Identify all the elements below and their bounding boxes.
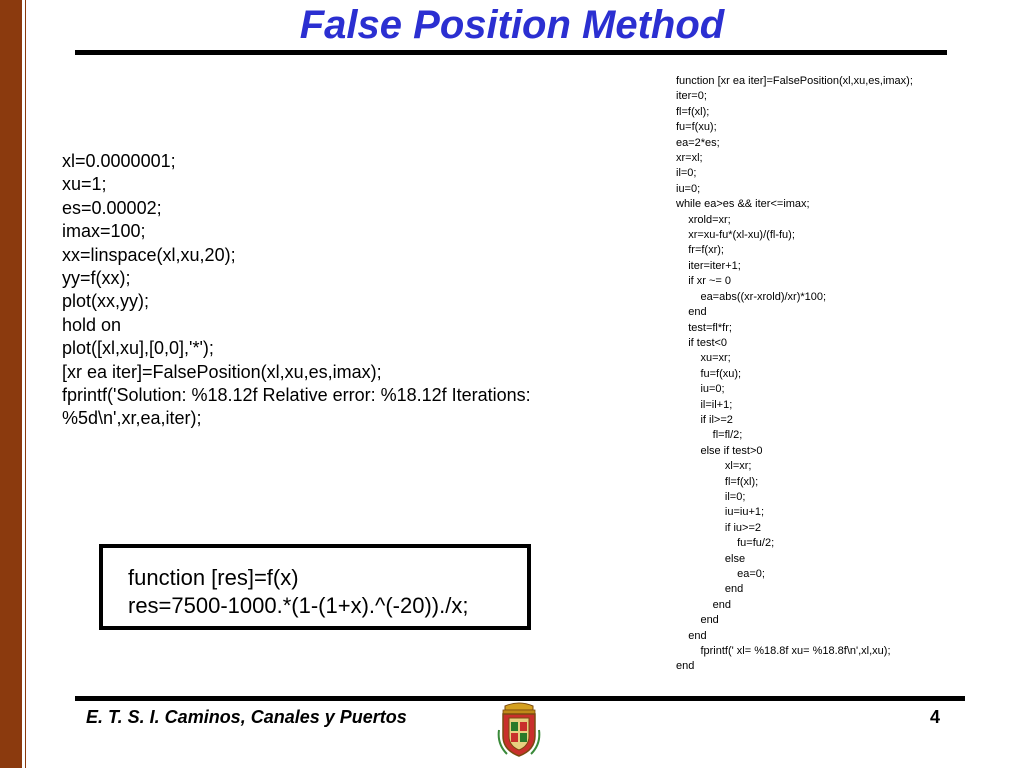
- title-divider: [75, 50, 947, 55]
- code-line: end: [676, 660, 695, 673]
- code-line: il=0;: [676, 490, 746, 503]
- code-line: function [xr ea iter]=FalsePosition(xl,xu,es,imax);: [676, 75, 913, 87]
- university-crest-icon: [495, 700, 543, 762]
- code-line: plot([xl,xu],[0,0],'*');: [62, 338, 214, 359]
- code-line: il=0;: [676, 167, 697, 180]
- code-line: xx=linspace(xl,xu,20);: [62, 244, 236, 265]
- code-line: ea=abs((xr-xrold)/xr)*100;: [676, 290, 827, 303]
- footer-institution: E. T. S. I. Caminos, Canales y Puertos: [86, 707, 407, 727]
- false-position-code-block: [676, 74, 1016, 675]
- code-line: [xr ea iter]=FalsePosition(xl,xu,es,imax);: [62, 361, 382, 382]
- code-line: fl=f(xl);: [676, 475, 759, 488]
- code-line: %5d\n',xr,ea,iter);: [62, 408, 202, 429]
- code-line: if test<0: [676, 336, 728, 349]
- code-line: iter=0;: [676, 90, 707, 103]
- code-line: while ea>es && iter<=imax;: [676, 198, 810, 211]
- code-line: fu=fu/2;: [676, 537, 775, 550]
- code-line: function [res]=f(x): [128, 565, 299, 590]
- code-line: imax=100;: [62, 221, 146, 242]
- code-line: res=7500-1000.*(1-(1+x).^(-20))./x;: [128, 593, 469, 618]
- code-line: fprintf('Solution: %18.12f Relative error: %18.12f Iterations:: [62, 385, 531, 406]
- code-line: ea=2*es;: [676, 136, 720, 149]
- code-line: xl=0.0000001;: [62, 151, 176, 171]
- function-box: [99, 544, 531, 630]
- code-line: plot(xx,yy);: [62, 291, 150, 312]
- code-line: xr=xl;: [676, 152, 703, 165]
- script-code-block: [62, 150, 622, 431]
- page-number: 4: [930, 707, 941, 727]
- code-line: xu=xr;: [676, 352, 731, 365]
- code-line: fu=f(xu);: [676, 121, 717, 134]
- code-line: xu=1;: [62, 174, 107, 195]
- code-line: es=0.00002;: [62, 197, 162, 218]
- code-line: xrold=xr;: [676, 213, 731, 226]
- code-line: fl=fl/2;: [676, 429, 743, 442]
- code-line: fu=f(xu);: [676, 367, 742, 380]
- code-line: if il>=2: [676, 413, 733, 426]
- code-line: if xr ~= 0: [676, 275, 732, 288]
- code-line: end: [676, 583, 744, 596]
- code-line: ea=0;: [676, 568, 765, 580]
- code-line: if iu>=2: [676, 521, 761, 534]
- code-line: fl=f(xl);: [676, 105, 710, 118]
- code-line: end: [676, 614, 719, 627]
- code-line: fr=f(xr);: [676, 244, 724, 257]
- code-line: iter=iter+1;: [676, 259, 741, 272]
- code-line: test=fl*fr;: [676, 321, 732, 334]
- code-line: else if test>0: [676, 444, 763, 457]
- code-line: iu=0;: [676, 383, 725, 396]
- code-line: else: [676, 552, 746, 565]
- code-line: hold on: [62, 314, 122, 335]
- code-line: end: [676, 306, 707, 319]
- code-line: xl=xr;: [676, 460, 752, 473]
- code-line: iu=iu+1;: [676, 506, 765, 519]
- code-line: end: [676, 598, 732, 611]
- code-line: fprintf(' xl= %18.8f xu= %18.8f\n',xl,xu);: [676, 645, 891, 658]
- code-line: xr=xu-fu*(xl-xu)/(fl-fu);: [676, 229, 795, 242]
- code-line: il=il+1;: [676, 398, 733, 411]
- slide-title: False Position Method: [299, 3, 725, 47]
- code-line: yy=f(xx);: [62, 268, 131, 289]
- code-line: iu=0;: [676, 182, 701, 195]
- code-line: end: [676, 629, 707, 642]
- left-accent-line: [25, 0, 26, 768]
- left-accent-bar: [0, 0, 22, 768]
